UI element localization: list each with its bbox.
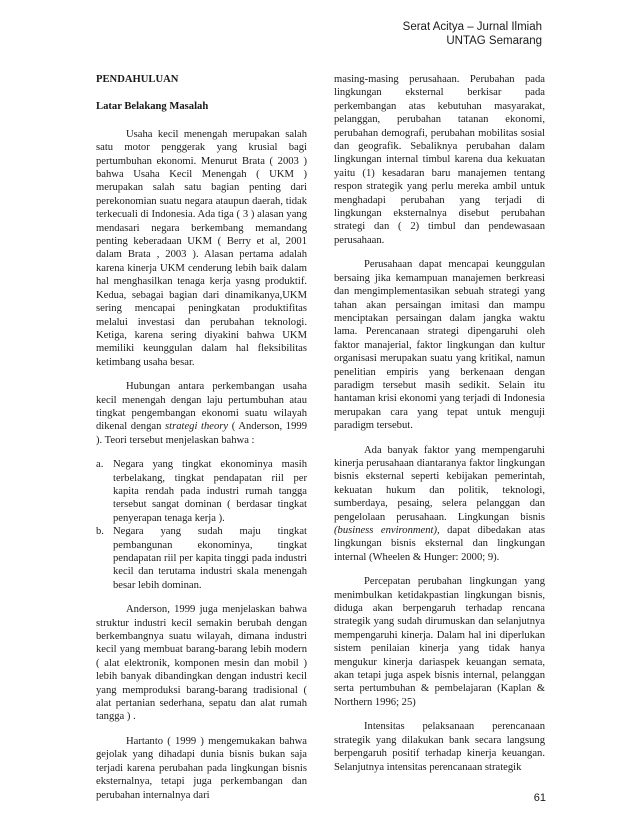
paragraph: Perusahaan dapat mencapai keunggulan bersaing jika kemampuan manajemen berkreasi dan mengimplementasikan sebuah strategi yang tahan akan persaingan imitasi dan mampu menciptakan persaingan dalam jangka waktu lama. Perencanaan strategi dipengaruhi oleh faktor manajerial, faktor lingkungan dan kultur organisasi merupakan suatu yang kritikal, namun penelitian empiris yang berkenaan dengan paradigm tersebut masih sedikit. Selain itu hantaman krisi ekonomi yang terjadi di Indonesia merupakan cara yang tepat untuk menguji paradigm tersebut. [334,259,545,432]
journal-header [403,20,542,48]
paragraph: Anderson, 1999 juga menjelaskan bahwa struktur industri kecil semakin berubah dengan berkembangnya suatu wilayah, dimana industri kecil yang membuat barang-barang lebih modern ( alat elektronik, komponen mesin dan mobil ) lebih banyak dibandingkan dengan industri kecil yang memproduksi barang-barang tradisional ( alat pertanian sederhana, sepatu dan alat rumah tangga ) . [96,604,307,723]
paragraph: Intensitas pelaksanaan perencanaan strategik yang dilakukan bank secara langsung berpengaruh positif terhadap kinerja keuangan. Selanjutnya intensitas perencanaan strategik [334,721,545,773]
paragraph: Hartanto ( 1999 ) mengemukakan bahwa gejolak yang dihadapi dunia bisnis bukan saja terjadi karena perubahan pada lingkungan bisnis eksternalnya, tetapi juga perkembangan dan perubahan internalnya dari [96,735,307,801]
journal-title: Serat Acitya – Jurnal Ilmiah [402,21,542,33]
paragraph: Usaha kecil menengah merupakan salah satu motor penggerak yang krusial bagi pertumbuhan ekonomi. Menurut Brata ( 2003 ) bahwa Usaha Kecil Menengah ( UKM ) merupakan salah satu bagian penting dari perekonomian suatu negara ataupun daerah, tidak terkecuali di Indonesia. Ada tiga ( 3 ) alasan yang mendasari negara berkembang memandang penting keberadaan UKM ( Berry et al, 2001 dalam Brata , 2003 ). Alasan pertama adalah karena kinerja UKM cenderung lebih baik dalam hal menghasilkan tenaga kerja yasng produktif. Kedua, sebagai bagian dari dinamikanya,UKM sering mencapai peningkatan produktifitas melalui investasi dan perubahan teknologi. Ketiga, karena sering diyakini bahwa UKM memiliki keunggulan dalam hal fleksibilitas ketimbang usaha besar. [96,128,307,368]
list-marker: a. [96,459,104,471]
italic-term: strategi theory [165,421,229,433]
paragraph: masing-masing perusahaan. Perubahan pada lingkungan eksternal berkisar pada perkembangan atas kebutuhan masyarakat, pelanggan, perubahan tatanan ekonomi, perubahan demografi, perubahan mobilitas sosial dan geografik. Sebaliknya perubahan dalam lingkungan internal timbul karena dua kekuatan yaitu (1) kesadaran baru manajemen tentang respon strategik yang perlu mereka ambil untuk menghadapi perubahan yang terjadi di lingkungan eksternalnya disebut perubahan strategi dan ( 2) timbul dan pendewasaan perusahaan. [334,74,545,246]
subsection-heading: Latar Belakang Masalah [96,101,209,113]
list-item [96,525,307,592]
text-run: Ada banyak faktor yang mempengaruhi kinerja perusahaan diantaranya faktor lingkungan bisnis eksternal seperti kebijakan pemerintah, kekuatan hukum dan politik, teknologi, sumberdaya, pesaing, selera pelanggan dan pengelolaan perusahaan. Lingkungan bisnis [334,444,545,523]
list-item-text: Negara yang tingkat ekonominya masih terbelakang, tingkat pendapatan riil per kapita rendah pada industri rumah tangga tersebut sangat dominan ( berdasar tingkat penyerapan tenaga kerja ). [113,459,307,524]
theory-list [96,458,307,592]
text-run: Hubungan antara perkembangan usaha kecil menengah dengan laju pertumbuhan atau tingkat pengembangan ekonomi suatu wilayah dikenal dengan [96,381,307,433]
paragraph [96,380,307,447]
list-marker: b. [96,526,104,538]
text-run: ( Anderson, 1999 ). Teori tersebut menjelaskan bahwa : [96,421,307,446]
paragraph [334,444,545,565]
section-heading: PENDAHULUAN [96,74,179,85]
right-column [334,73,545,785]
italic-term: (business environment), [334,525,440,536]
paragraph: Percepatan perubahan lingkungan yang menimbulkan ketidakpastian lingkungan bisnis, diduga akan berpengaruh terhadap rencana strategik yang sudah dirumuskan dan selanjutnya mempengaruhi kinerja. Dalam hal ini diperlukan sistem penilaian kinerja yang tidak hanya mengukur kinerja dariaspek keuangan semata, akan tetapi juga aspek bisnis internal, pelanggan serta pertumbuhan & pembelajaran (Kaplan & Northern 1996; 25) [334,576,545,708]
page-number: 61 [533,792,546,804]
list-item-text: Negara yang sudah maju tingkat pembangunan ekonominya, tingkat pendapatan riil per kapita tinggi pada industri kecil dan terutama industri skala menengah besar lebih dominan. [113,526,307,591]
journal-institution: UNTAG Semarang [446,35,542,47]
list-item [96,458,307,525]
text-run: dapat dibedakan atas lingkungan bisnis eksternal dan lingkungan internal (Wheelen & Hunger: 2000; 9). [334,525,545,563]
left-column [96,73,307,813]
